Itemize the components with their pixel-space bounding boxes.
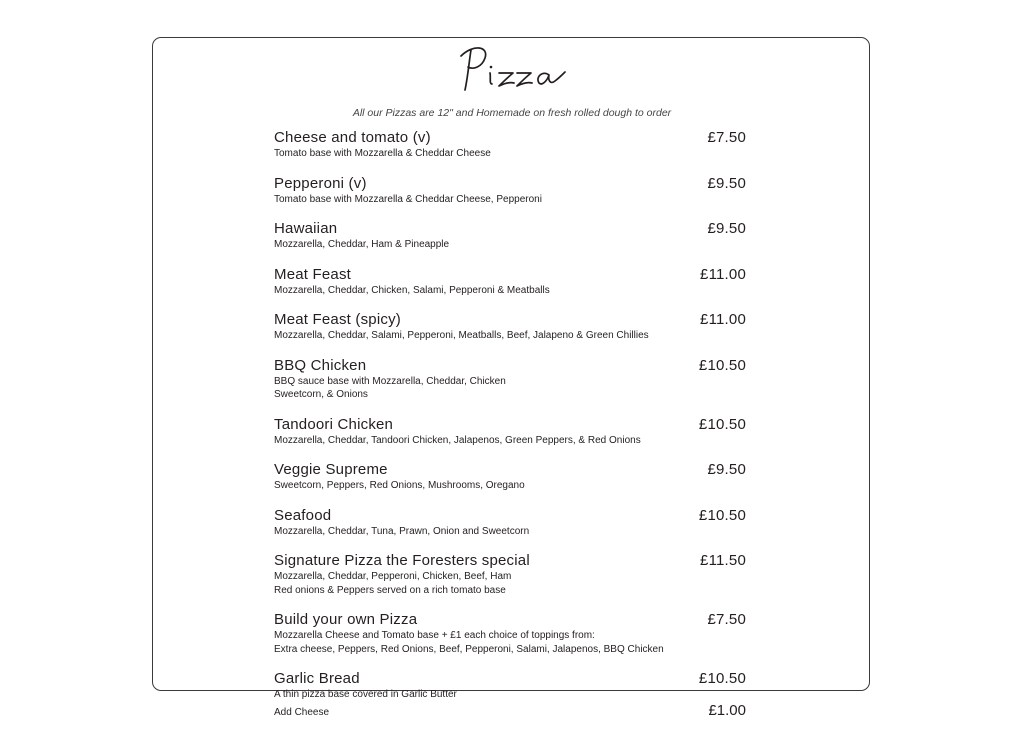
menu-item xyxy=(274,127,746,161)
menu-item-description: Sweetcorn, Peppers, Red Onions, Mushrooms, Oregano xyxy=(274,480,525,491)
menu-item-extra xyxy=(274,701,746,719)
menu-item-header xyxy=(274,127,746,147)
menu-item xyxy=(274,459,746,493)
menu-item-name: Cheese and tomato (v) xyxy=(274,129,431,146)
menu-items-list xyxy=(274,127,746,731)
menu-item-price: £9.50 xyxy=(707,220,746,237)
menu-item-description: Extra cheese, Peppers, Red Onions, Beef, Pepperoni, Salami, Jalapenos, BBQ Chicken xyxy=(274,643,664,655)
menu-item-name: Meat Feast xyxy=(274,265,352,283)
menu-item xyxy=(274,309,746,343)
menu-item-header xyxy=(274,173,746,193)
menu-item xyxy=(274,173,746,207)
menu-item-price: £11.00 xyxy=(700,311,746,328)
menu-title-script xyxy=(455,40,569,100)
menu-item-price: £10.50 xyxy=(698,670,746,687)
menu-item-name: Meat Feast (spicy) xyxy=(274,311,401,328)
menu-item-extra-price: £1.00 xyxy=(708,701,746,719)
menu-item-price: £9.50 xyxy=(707,461,746,478)
menu-item-header xyxy=(274,609,746,629)
menu-item-name: BBQ Chicken xyxy=(274,356,367,374)
menu-item-price: £10.50 xyxy=(698,356,746,374)
menu-item xyxy=(274,550,746,597)
menu-item-name: Signature Pizza the Foresters special xyxy=(274,552,530,569)
menu-item-header xyxy=(274,550,746,570)
menu-item-description: Mozzarella, Cheddar, Chicken, Salami, Pepperoni & Meatballs xyxy=(274,284,550,296)
menu-item-name: Pepperoni (v) xyxy=(274,174,367,192)
menu-item-description: Sweetcorn, & Onions xyxy=(274,389,368,400)
menu-item-description: Tomato base with Mozzarella & Cheddar Cheese, Pepperoni xyxy=(274,193,542,205)
menu-item xyxy=(274,668,746,719)
menu-item-header xyxy=(274,459,746,479)
menu-item-header xyxy=(274,309,746,329)
menu-item xyxy=(274,264,746,298)
menu-item-header xyxy=(274,264,746,284)
menu-item-header xyxy=(274,414,746,434)
menu-item-price: £7.50 xyxy=(707,611,746,628)
menu-item-description: Red onions & Peppers served on a rich tomato base xyxy=(274,584,506,596)
menu-item-extra-name: Add Cheese xyxy=(274,706,330,718)
menu-item xyxy=(274,609,746,656)
menu-item-header xyxy=(274,355,746,375)
menu-item-price: £10.50 xyxy=(698,506,746,524)
menu-item-price: £11.50 xyxy=(700,552,746,569)
menu-item-price: £11.00 xyxy=(700,265,746,283)
menu-item-price: £9.50 xyxy=(707,174,746,192)
menu-item-name: Seafood xyxy=(274,506,332,524)
menu-item-description: Mozzarella, Cheddar, Ham & Pineapple xyxy=(274,239,450,250)
menu-item-name: Tandoori Chicken xyxy=(274,415,394,433)
menu-item-description: Mozzarella, Cheddar, Salami, Pepperoni, Meatballs, Beef, Jalapeno & Green Chillies xyxy=(274,330,649,341)
menu-item xyxy=(274,355,746,402)
menu-item-name: Hawaiian xyxy=(274,220,338,237)
menu-item-description: Tomato base with Mozzarella & Cheddar Cheese xyxy=(274,148,491,159)
menu-item-header xyxy=(274,218,746,238)
menu-item-price: £7.50 xyxy=(707,129,746,146)
menu-item xyxy=(274,505,746,539)
menu-item-price: £10.50 xyxy=(698,415,746,433)
menu-item-description: BBQ sauce base with Mozzarella, Cheddar, Chicken xyxy=(274,375,506,387)
menu-item-name: Build your own Pizza xyxy=(274,611,418,628)
menu-item-description: Mozzarella, Cheddar, Tuna, Prawn, Onion and Sweetcorn xyxy=(274,525,530,537)
menu-item xyxy=(274,414,746,448)
menu-item-description: Mozzarella, Cheddar, Pepperoni, Chicken, Beef, Ham xyxy=(274,571,512,582)
menu-item-name: Garlic Bread xyxy=(274,670,360,687)
menu-title: Pizza xyxy=(455,40,458,41)
menu-subtitle: All our Pizzas are 12" and Homemade on fresh rolled dough to order xyxy=(352,107,672,119)
menu-item-description: A thin pizza base covered in Garlic Butter xyxy=(274,689,457,700)
menu-item-header xyxy=(274,505,746,525)
menu-item-header xyxy=(274,668,746,688)
menu-item-name: Veggie Supreme xyxy=(274,461,388,478)
menu-item-description: Mozzarella Cheese and Tomato base + £1 each choice of toppings from: xyxy=(274,630,595,641)
menu-item xyxy=(274,218,746,252)
menu-item-description: Mozzarella, Cheddar, Tandoori Chicken, Jalapenos, Green Peppers, & Red Onions xyxy=(274,434,641,446)
